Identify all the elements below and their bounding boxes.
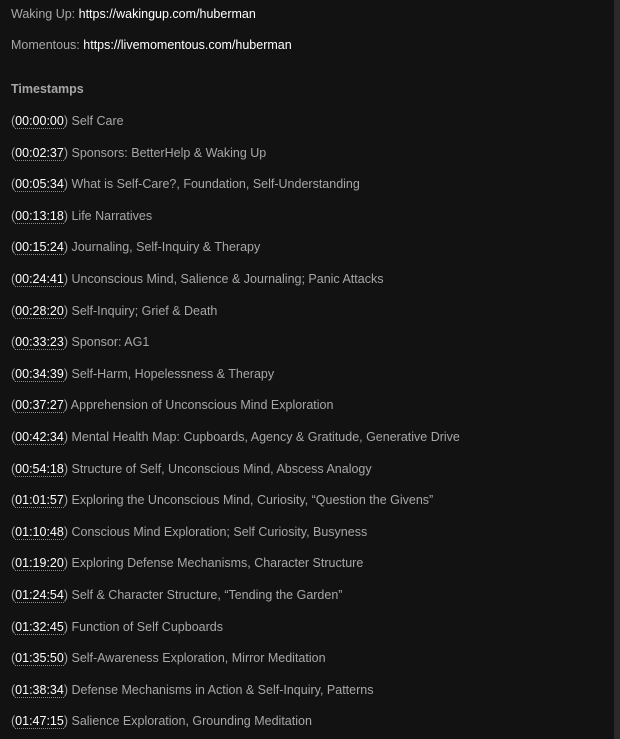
sponsor-label: Waking Up:: [11, 7, 79, 21]
timestamp-title: Mental Health Map: Cupboards, Agency & Gratitude, Generative Drive: [71, 430, 460, 444]
timestamp-title: Self-Awareness Exploration, Mirror Meditation: [71, 651, 326, 666]
paren-open: (: [11, 714, 16, 729]
paren-close: ): [63, 208, 72, 223]
timestamp-row: [11, 303, 217, 319]
timestamp-title: Life Narratives: [71, 208, 153, 223]
sponsor-line-momentous: [11, 37, 292, 53]
timestamp-row: [11, 208, 152, 224]
timestamp-row: [11, 271, 383, 287]
paren-open: (: [11, 366, 16, 381]
timestamp-link[interactable]: 00:00:00: [15, 114, 64, 128]
paren-open: (: [11, 208, 16, 223]
paren-close: ): [63, 145, 72, 160]
timestamp-row: [11, 587, 342, 603]
paren-close: ): [63, 430, 72, 444]
paren-close: ): [63, 461, 72, 476]
paren-open: (: [11, 651, 16, 666]
timestamp-row: [11, 366, 274, 382]
paren-open: (: [11, 114, 16, 128]
paren-open: (: [11, 682, 16, 697]
timestamp-link[interactable]: 00:05:34: [15, 177, 64, 192]
timestamp-link[interactable]: 01:32:45: [15, 619, 64, 634]
paren-close: ): [63, 714, 72, 729]
timestamp-row: [11, 461, 372, 477]
timestamp-row: [11, 239, 260, 255]
sponsor-link-momentous[interactable]: https://livemomentous.com/huberman: [83, 38, 292, 52]
paren-open: (: [11, 493, 16, 508]
timestamp-row: [11, 713, 312, 729]
timestamp-title: Exploring the Unconscious Mind, Curiosity, “Question the Givens”: [71, 493, 434, 508]
paren-close: ): [63, 651, 72, 666]
paren-open: (: [11, 303, 16, 318]
timestamp-link[interactable]: 00:24:41: [15, 272, 64, 286]
timestamp-row: [11, 429, 460, 445]
timestamp-link[interactable]: 01:35:50: [15, 651, 64, 666]
timestamp-row: [11, 113, 124, 129]
paren-close: ): [63, 556, 72, 571]
timestamp-link[interactable]: 00:34:39: [15, 366, 64, 381]
timestamp-row: [11, 176, 360, 192]
sponsor-label: Momentous:: [11, 38, 84, 52]
paren-open: (: [11, 177, 16, 192]
timestamp-title: Conscious Mind Exploration; Self Curiosity, Busyness: [71, 524, 368, 539]
paren-close: ): [63, 303, 72, 318]
timestamp-title: Self-Harm, Hopelessness & Therapy: [71, 366, 275, 381]
timestamp-title: Unconscious Mind, Salience & Journaling; Panic Attacks: [71, 272, 384, 286]
timestamp-title: Self Care: [71, 114, 124, 128]
timestamp-link[interactable]: 01:47:15: [15, 714, 64, 729]
timestamp-title: Salience Exploration, Grounding Meditation: [71, 714, 312, 729]
timestamp-title: Sponsor: AG1: [71, 335, 150, 350]
timestamp-link[interactable]: 00:33:23: [15, 335, 64, 350]
paren-close: ): [63, 335, 72, 350]
paren-close: ): [63, 366, 72, 381]
paren-open: (: [11, 588, 16, 602]
timestamp-row: [11, 334, 149, 350]
timestamp-row: [11, 682, 373, 698]
sponsor-line-waking-up: [11, 6, 256, 22]
paren-close: ): [63, 177, 72, 192]
timestamp-title: Exploring Defense Mechanisms, Character Structure: [71, 556, 364, 571]
paren-close: ): [63, 524, 72, 539]
paren-open: (: [11, 398, 16, 413]
timestamp-row: [11, 492, 433, 508]
timestamps-heading: Timestamps: [11, 82, 84, 96]
timestamp-row: [11, 145, 266, 161]
paren-close: ): [63, 619, 72, 634]
timestamp-link[interactable]: 00:28:20: [15, 303, 64, 318]
timestamp-title: Structure of Self, Unconscious Mind, Abscess Analogy: [71, 461, 372, 476]
sponsor-link-waking-up[interactable]: https://wakingup.com/huberman: [78, 7, 256, 21]
timestamp-link[interactable]: 01:10:48: [15, 524, 64, 539]
timestamp-link[interactable]: 00:13:18: [15, 208, 64, 223]
paren-close: ): [63, 588, 72, 602]
paren-open: (: [11, 619, 16, 634]
timestamp-title: Defense Mechanisms in Action & Self-Inquiry, Patterns: [71, 682, 374, 697]
timestamp-row: [11, 397, 333, 413]
timestamp-title: Self & Character Structure, “Tending the Garden”: [71, 588, 343, 602]
paren-open: (: [11, 524, 16, 539]
paren-close: ): [63, 240, 72, 255]
timestamp-title: Sponsors: BetterHelp & Waking Up: [71, 145, 267, 160]
timestamp-link[interactable]: 01:01:57: [15, 493, 64, 508]
timestamp-link[interactable]: 00:42:34: [15, 430, 64, 444]
timestamp-title: What is Self-Care?, Foundation, Self-Understanding: [71, 177, 360, 192]
timestamp-link[interactable]: 01:24:54: [15, 588, 64, 602]
timestamp-link[interactable]: 01:38:34: [15, 682, 64, 697]
paren-open: (: [11, 272, 16, 286]
timestamp-link[interactable]: 00:54:18: [15, 461, 64, 476]
timestamp-link[interactable]: 01:19:20: [15, 556, 64, 571]
timestamp-title: Journaling, Self-Inquiry & Therapy: [71, 240, 261, 255]
timestamp-row: [11, 619, 223, 635]
timestamp-link[interactable]: 00:37:27: [15, 398, 64, 413]
paren-close: ): [63, 398, 71, 413]
scrollbar[interactable]: [614, 0, 620, 739]
paren-open: (: [11, 240, 16, 255]
paren-open: (: [11, 556, 16, 571]
timestamp-link[interactable]: 00:15:24: [15, 240, 64, 255]
paren-open: (: [11, 430, 16, 444]
paren-open: (: [11, 145, 16, 160]
paren-close: ): [63, 493, 72, 508]
paren-close: ): [63, 682, 72, 697]
paren-open: (: [11, 461, 16, 476]
timestamp-link[interactable]: 00:02:37: [15, 145, 64, 160]
timestamp-title: Apprehension of Unconscious Mind Exploration: [70, 398, 334, 413]
paren-close: ): [63, 272, 72, 286]
timestamp-row: [11, 650, 326, 666]
paren-close: ): [63, 114, 72, 128]
paren-open: (: [11, 335, 16, 350]
timestamp-title: Function of Self Cupboards: [71, 619, 223, 634]
timestamp-row: [11, 555, 363, 571]
timestamp-row: [11, 524, 367, 540]
timestamp-title: Self-Inquiry; Grief & Death: [71, 303, 218, 318]
